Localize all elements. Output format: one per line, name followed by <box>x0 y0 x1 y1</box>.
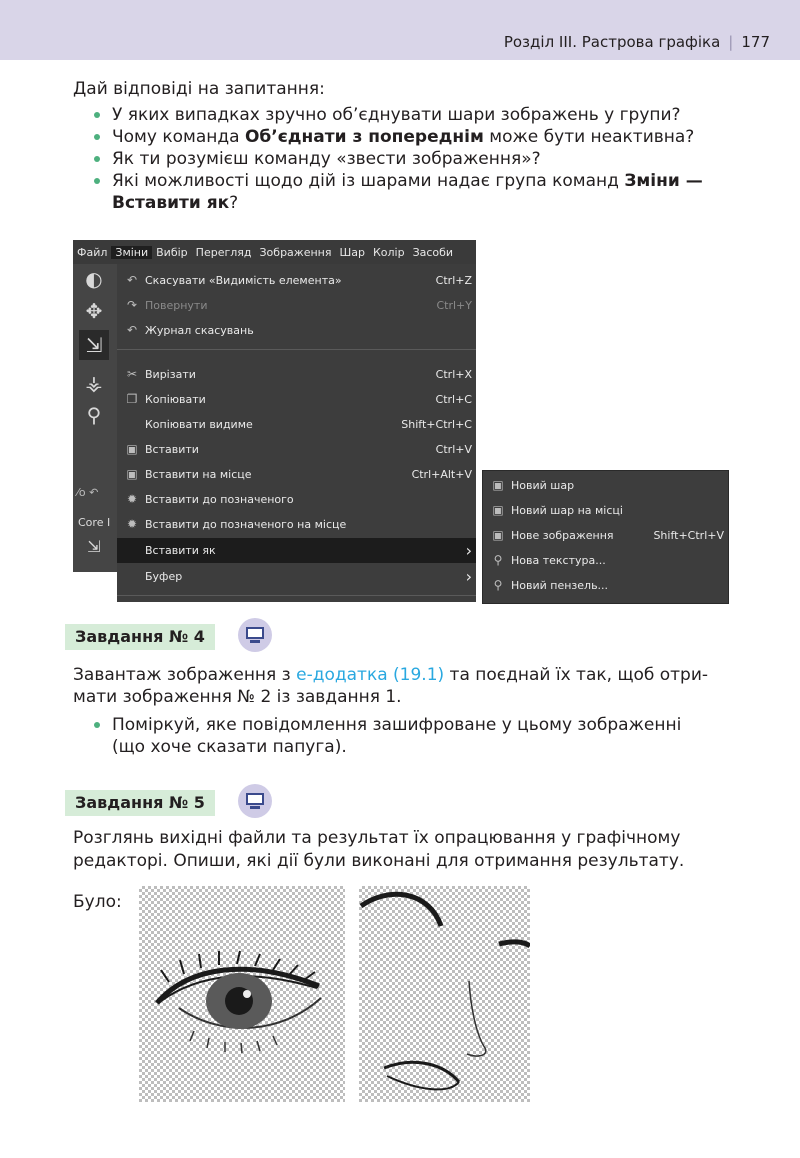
paste-into-icon: ✹ <box>126 492 138 506</box>
monitor-icon <box>238 618 272 652</box>
new-image-icon: ▣ <box>492 528 504 542</box>
copy-icon: ❐ <box>126 392 138 406</box>
command-name: Зміни — Вставити як <box>112 171 703 213</box>
menu-item-copy-visible[interactable] <box>117 412 476 437</box>
brush-icon: ⚲ <box>493 578 503 592</box>
menu-item-label: Скасувати «Видимість елемента» <box>145 274 342 287</box>
menu-item-shortcut: Ctrl+C <box>435 393 472 406</box>
menu-item-label: Копіювати видиме <box>145 418 253 431</box>
menu-item-undo-history[interactable] <box>117 318 476 343</box>
wilber-icon: ◐ <box>85 267 103 291</box>
list-item <box>92 714 732 758</box>
menu-item-shortcut: Ctrl+X <box>435 368 472 381</box>
question-text: Які можливості щодо дій із шарами надає група команд <box>112 171 625 191</box>
menu-item-label: Новий шар на місці <box>511 504 623 517</box>
menu-item-label: Журнал скасувань <box>145 324 254 337</box>
gimp-edit-menu-screenshot <box>73 240 727 602</box>
menu-item-shortcut: Ctrl+Y <box>436 299 472 312</box>
menu-item-paste-in-place[interactable] <box>117 462 476 487</box>
eye-layer-image <box>139 886 345 1102</box>
redo-icon: ↷ <box>126 298 138 312</box>
menu-item-label: Новий шар <box>511 479 575 492</box>
menu-item-label: Буфер <box>145 570 183 583</box>
question-text: ? <box>229 193 239 213</box>
running-header <box>504 33 770 51</box>
menu-item-paste-into-in-place[interactable] <box>117 512 476 537</box>
menu-item-paste[interactable] <box>117 437 476 462</box>
task-text: (що хоче сказати папуга). <box>112 737 347 757</box>
chevron-right-icon: › <box>465 541 472 560</box>
task5-text-line1: Розглянь вихідні файли та результат їх опрацювання у графічному <box>73 828 681 848</box>
questions-intro: Дай відповіді на запитання: <box>73 79 325 99</box>
chevron-right-icon: › <box>465 567 472 586</box>
menu-item-shortcut: Ctrl+V <box>435 443 472 456</box>
list-item <box>92 126 732 148</box>
zoom-tool-icon[interactable]: ⚲ <box>86 403 102 427</box>
menu-edit[interactable]: Зміни <box>111 246 152 259</box>
page-number: 177 <box>741 33 770 51</box>
question-text: може бути неактивна? <box>483 127 695 147</box>
was-label: Було: <box>73 892 122 912</box>
paste-in-place-icon: ▣ <box>126 467 138 481</box>
menu-item-undo[interactable] <box>117 268 476 293</box>
question-text: У яких випадках зручно об’єднувати шари зображень у групи? <box>112 105 681 125</box>
menu-divider <box>117 349 476 350</box>
menu-divider <box>117 595 476 596</box>
submenu-item-new-layer-in-place[interactable] <box>483 498 728 523</box>
menu-item-label: Вставити до позначеного <box>145 493 294 506</box>
menu-item-label: Копіювати <box>145 393 206 406</box>
menu-item-label: Нове зображення <box>511 529 614 542</box>
transform-tool-icon[interactable]: ⚶ <box>85 371 103 395</box>
list-item <box>92 148 732 170</box>
edit-menu-dropdown <box>117 264 476 602</box>
menu-item-paste-into[interactable] <box>117 487 476 512</box>
submenu-item-new-brush[interactable] <box>483 573 728 598</box>
section-title: Розділ ІІІ. Растрова графіка <box>503 33 721 51</box>
menu-item-label: Новий пензель... <box>511 579 609 592</box>
menu-item-paste-as[interactable] <box>117 538 476 563</box>
menu-item-cut[interactable] <box>117 362 476 387</box>
menu-image[interactable]: Зображення <box>259 245 332 259</box>
new-layer-in-place-icon: ▣ <box>492 503 504 517</box>
menu-item-label: Вставити на місце <box>145 468 252 481</box>
menu-item-shortcut: Ctrl+Alt+V <box>411 468 472 481</box>
paste-as-submenu <box>482 470 729 604</box>
submenu-item-new-image[interactable] <box>483 523 728 548</box>
paste-into-in-place-icon: ✹ <box>126 517 138 531</box>
task5-text-line2: редакторі. Опиши, які дії були виконані для отримання результату. <box>73 851 685 871</box>
menu-item-label: Вирізати <box>145 368 196 381</box>
task4-list <box>92 714 732 758</box>
menu-item-redo[interactable] <box>117 293 476 318</box>
tool-options-icons: ⁄o ↶ <box>77 486 99 499</box>
submenu-item-new-pattern[interactable] <box>483 548 728 573</box>
menu-item-shortcut: Ctrl+Z <box>435 274 472 287</box>
menu-item-shortcut: Shift+Ctrl+C <box>401 418 472 431</box>
menubar <box>73 240 476 264</box>
e-appendix-link[interactable]: е-додатка (19.1) <box>296 665 445 685</box>
undo-history-icon: ↶ <box>126 323 138 337</box>
task-text: Поміркуй, яке повідомлення зашифроване у цьому зображенні <box>112 715 682 735</box>
alignment-icon: ⇲ <box>87 537 101 556</box>
submenu-item-new-layer[interactable] <box>483 473 728 498</box>
list-item <box>92 104 732 126</box>
texture-icon: ⚲ <box>493 553 503 567</box>
task-badge: Завдання № 5 <box>65 790 215 816</box>
toolbox-label: Core I <box>78 516 111 529</box>
alignment-tool-icon[interactable]: ⇲ <box>79 330 109 360</box>
task-text: та поєднай їх так, щоб отри- <box>444 665 709 685</box>
menu-file[interactable]: Файл <box>77 245 108 259</box>
task-badge: Завдання № 4 <box>65 624 215 650</box>
menu-tools[interactable]: Засоби <box>412 245 454 259</box>
eye-drawing <box>139 886 345 1102</box>
menu-item-label: Вставити як <box>145 544 216 557</box>
questions-list <box>92 104 732 214</box>
menu-item-copy[interactable] <box>117 387 476 412</box>
face-lines-drawing <box>359 886 530 1102</box>
list-item <box>92 170 732 214</box>
menu-item-label: Нова текстура... <box>511 554 606 567</box>
new-layer-icon: ▣ <box>492 478 504 492</box>
face-lines-layer-image <box>359 886 530 1102</box>
page-header <box>0 0 800 60</box>
menu-colors[interactable]: Колір <box>372 245 405 259</box>
paste-icon: ▣ <box>126 442 138 456</box>
undo-icon: ↶ <box>126 273 138 287</box>
menu-select[interactable]: Вибір <box>156 245 188 259</box>
menu-item-label: Вставити <box>145 443 199 456</box>
menu-view[interactable]: Перегляд <box>195 245 252 259</box>
menu-item-label: Вставити до позначеного на місце <box>145 518 347 531</box>
header-separator: | <box>728 33 734 51</box>
scissors-icon: ✂ <box>126 367 138 381</box>
task-text: Завантаж зображення з <box>73 665 297 685</box>
monitor-icon <box>238 784 272 818</box>
menu-layer[interactable]: Шар <box>339 245 365 259</box>
menu-item-label: Повернути <box>145 299 208 312</box>
task4-text-line2: мати зображення № 2 із завдання 1. <box>73 687 402 707</box>
question-text: Як ти розумієш команду «звести зображення»? <box>112 149 541 169</box>
menu-item-shortcut: Shift+Ctrl+V <box>653 529 724 542</box>
menu-item-buffer[interactable] <box>117 564 476 589</box>
command-name: Об’єднати з попереднім <box>244 127 484 147</box>
question-text: Чому команда <box>112 127 245 147</box>
move-tool-icon[interactable]: ✥ <box>85 299 103 323</box>
task4-text-line1 <box>73 664 733 686</box>
toolbox <box>73 264 117 572</box>
